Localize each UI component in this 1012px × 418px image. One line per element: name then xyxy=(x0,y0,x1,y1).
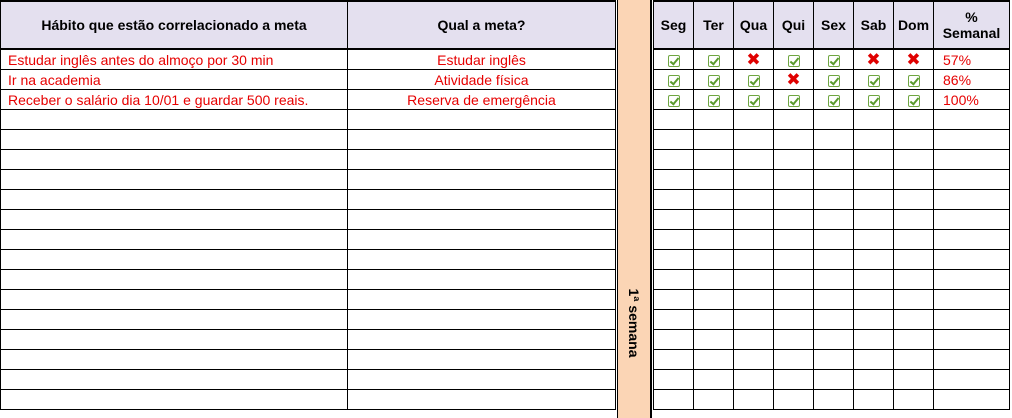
day-cell[interactable] xyxy=(654,170,694,190)
day-cell[interactable] xyxy=(774,350,814,370)
day-cell[interactable] xyxy=(654,250,694,270)
day-cell[interactable] xyxy=(854,210,894,230)
checkbox-checked-icon xyxy=(908,75,920,87)
day-cell[interactable] xyxy=(654,190,694,210)
day-cell[interactable] xyxy=(854,230,894,250)
checkbox-checked-icon xyxy=(748,75,760,87)
tracker-rows xyxy=(654,49,1010,410)
checkbox-checked-icon xyxy=(668,95,680,107)
tracker-row xyxy=(654,390,1010,410)
table-row xyxy=(1,210,616,230)
day-cell[interactable] xyxy=(894,170,934,190)
day-cell[interactable] xyxy=(814,90,854,110)
habit-cell[interactable] xyxy=(1,270,348,290)
day-cell[interactable] xyxy=(814,150,854,170)
habit-cell[interactable] xyxy=(1,330,348,350)
goal-cell[interactable] xyxy=(348,190,616,210)
header-habit[interactable]: Hábito que estão correlacionado a meta xyxy=(1,1,348,49)
day-cell[interactable] xyxy=(814,330,854,350)
percent-cell[interactable] xyxy=(934,270,1010,290)
day-cell[interactable] xyxy=(894,330,934,350)
day-cell[interactable] xyxy=(694,330,734,350)
day-cell[interactable] xyxy=(854,350,894,370)
header-day-4[interactable]: Sex xyxy=(814,1,854,49)
day-cell[interactable] xyxy=(814,230,854,250)
day-cell[interactable] xyxy=(854,70,894,90)
percent-cell[interactable] xyxy=(934,310,1010,330)
goal-cell[interactable] xyxy=(348,250,616,270)
day-cell[interactable] xyxy=(894,390,934,410)
table-row xyxy=(1,270,616,290)
tracker-row xyxy=(654,330,1010,350)
header-day-6[interactable]: Dom xyxy=(894,1,934,49)
day-cell[interactable] xyxy=(654,210,694,230)
tracker-row xyxy=(654,49,1010,70)
day-cell[interactable] xyxy=(894,230,934,250)
day-cell[interactable] xyxy=(814,390,854,410)
day-cell[interactable] xyxy=(734,90,774,110)
day-cell[interactable] xyxy=(734,110,774,130)
day-cell[interactable] xyxy=(734,270,774,290)
day-cell[interactable] xyxy=(774,49,814,70)
table-row xyxy=(1,130,616,150)
day-cell[interactable] xyxy=(654,110,694,130)
percent-cell[interactable] xyxy=(934,350,1010,370)
day-cell[interactable] xyxy=(654,70,694,90)
habit-cell[interactable] xyxy=(1,290,348,310)
checkbox-checked-icon xyxy=(708,55,720,67)
goal-cell[interactable] xyxy=(348,270,616,290)
day-cell[interactable] xyxy=(734,290,774,310)
day-cell[interactable] xyxy=(894,270,934,290)
day-cell[interactable] xyxy=(854,150,894,170)
day-cell[interactable] xyxy=(734,170,774,190)
table-row xyxy=(1,70,616,90)
checkbox-checked-icon xyxy=(828,75,840,87)
day-cell[interactable] xyxy=(774,150,814,170)
header-percent-label: Semanal xyxy=(942,25,1001,41)
day-cell[interactable] xyxy=(814,110,854,130)
day-cell[interactable] xyxy=(694,270,734,290)
table-row xyxy=(1,250,616,270)
day-cell[interactable] xyxy=(814,49,854,70)
table-row xyxy=(1,230,616,250)
percent-cell[interactable] xyxy=(934,150,1010,170)
header-percent[interactable] xyxy=(934,1,1010,49)
goal-cell[interactable] xyxy=(348,310,616,330)
day-cell[interactable] xyxy=(854,330,894,350)
day-cell[interactable] xyxy=(774,90,814,110)
habit-cell[interactable] xyxy=(1,110,348,130)
day-cell[interactable] xyxy=(854,170,894,190)
checkbox-checked-icon xyxy=(868,75,880,87)
day-cell[interactable] xyxy=(814,310,854,330)
red-x-icon: ✖ xyxy=(746,50,761,70)
header-day-1[interactable]: Ter xyxy=(694,1,734,49)
table-row xyxy=(1,190,616,210)
day-cell[interactable] xyxy=(814,350,854,370)
day-cell[interactable] xyxy=(694,70,734,90)
day-cell[interactable] xyxy=(734,210,774,230)
day-cell[interactable] xyxy=(814,290,854,310)
day-cell[interactable] xyxy=(814,270,854,290)
habit-cell[interactable] xyxy=(1,230,348,250)
day-cell[interactable] xyxy=(894,250,934,270)
habit-cell[interactable] xyxy=(1,390,348,410)
checkbox-checked-icon xyxy=(788,55,800,67)
red-x-icon: ✖ xyxy=(866,50,881,70)
day-cell[interactable] xyxy=(654,270,694,290)
day-cell[interactable] xyxy=(694,190,734,210)
table-row xyxy=(1,110,616,130)
habit-cell[interactable]: Receber o salário dia 10/01 e guardar 500 reais. xyxy=(1,90,348,110)
day-cell[interactable] xyxy=(854,390,894,410)
checkbox-checked-icon xyxy=(668,55,680,67)
percent-cell[interactable] xyxy=(934,370,1010,390)
day-cell[interactable] xyxy=(894,350,934,370)
day-cell[interactable] xyxy=(654,310,694,330)
tracker-row xyxy=(654,110,1010,130)
day-cell[interactable] xyxy=(774,210,814,230)
day-cell[interactable] xyxy=(734,190,774,210)
tracker-row xyxy=(654,190,1010,210)
habit-cell[interactable]: Estudar inglês antes do almoço por 30 min xyxy=(1,49,348,70)
goal-cell[interactable] xyxy=(348,230,616,250)
table-row xyxy=(1,150,616,170)
goal-cell[interactable] xyxy=(348,390,616,410)
day-cell[interactable] xyxy=(774,270,814,290)
tracker-row xyxy=(654,270,1010,290)
habit-cell[interactable] xyxy=(1,250,348,270)
goal-cell[interactable] xyxy=(348,170,616,190)
week-band[interactable] xyxy=(617,0,652,418)
checkbox-checked-icon xyxy=(748,95,760,107)
table-row xyxy=(1,310,616,330)
tracker-row xyxy=(654,150,1010,170)
day-cell[interactable] xyxy=(854,110,894,130)
percent-cell[interactable] xyxy=(934,290,1010,310)
day-cell[interactable] xyxy=(694,110,734,130)
goal-cell[interactable] xyxy=(348,370,616,390)
tracker-row xyxy=(654,370,1010,390)
day-cell[interactable] xyxy=(894,150,934,170)
day-cell[interactable] xyxy=(854,370,894,390)
day-cell[interactable] xyxy=(774,190,814,210)
day-cell[interactable] xyxy=(814,210,854,230)
day-cell[interactable] xyxy=(694,90,734,110)
table-row xyxy=(1,170,616,190)
header-percent-symbol: % xyxy=(965,9,978,25)
day-cell[interactable] xyxy=(774,390,814,410)
tracker-row xyxy=(654,210,1010,230)
header-row xyxy=(1,1,616,49)
checkbox-checked-icon xyxy=(668,75,680,87)
red-x-icon: ✖ xyxy=(786,70,801,90)
day-cell[interactable] xyxy=(694,150,734,170)
day-cell[interactable] xyxy=(774,330,814,350)
percent-cell[interactable] xyxy=(934,190,1010,210)
habit-cell[interactable] xyxy=(1,370,348,390)
day-cell[interactable] xyxy=(814,250,854,270)
week-label: 1ª semana xyxy=(626,288,642,358)
day-cell[interactable] xyxy=(854,290,894,310)
header-day-3[interactable]: Qui xyxy=(774,1,814,49)
day-cell[interactable] xyxy=(894,49,934,70)
day-cell[interactable] xyxy=(894,90,934,110)
table-row xyxy=(1,330,616,350)
day-cell[interactable] xyxy=(734,310,774,330)
habit-cell[interactable] xyxy=(1,350,348,370)
day-cell[interactable] xyxy=(694,290,734,310)
goal-cell[interactable] xyxy=(348,330,616,350)
day-cell[interactable] xyxy=(894,290,934,310)
day-cell[interactable] xyxy=(854,250,894,270)
table-row xyxy=(1,350,616,370)
day-cell[interactable] xyxy=(654,350,694,370)
day-cell[interactable] xyxy=(734,230,774,250)
percent-cell[interactable] xyxy=(934,250,1010,270)
table-row xyxy=(1,290,616,310)
goal-cell[interactable]: Atividade física xyxy=(348,70,616,90)
header-day-5[interactable]: Sab xyxy=(854,1,894,49)
day-cell[interactable] xyxy=(774,170,814,190)
day-cell[interactable] xyxy=(814,370,854,390)
day-cell[interactable] xyxy=(894,310,934,330)
table-row xyxy=(1,90,616,110)
habit-rows xyxy=(1,49,616,410)
day-cell[interactable] xyxy=(734,70,774,90)
percent-cell[interactable] xyxy=(934,330,1010,350)
checkbox-checked-icon xyxy=(708,75,720,87)
day-cell[interactable] xyxy=(734,330,774,350)
day-cell[interactable] xyxy=(654,390,694,410)
tracker-row xyxy=(654,90,1010,110)
day-cell[interactable] xyxy=(734,150,774,170)
day-cell[interactable] xyxy=(654,150,694,170)
day-cell[interactable] xyxy=(734,130,774,150)
day-cell[interactable] xyxy=(774,70,814,90)
tracker-table xyxy=(653,0,1010,410)
day-cell[interactable] xyxy=(654,370,694,390)
percent-cell[interactable] xyxy=(934,170,1010,190)
percent-cell[interactable] xyxy=(934,230,1010,250)
day-cell[interactable] xyxy=(814,190,854,210)
day-cell[interactable] xyxy=(694,250,734,270)
day-cell[interactable] xyxy=(654,290,694,310)
percent-cell[interactable] xyxy=(934,130,1010,150)
day-cell[interactable] xyxy=(774,310,814,330)
tracker-row xyxy=(654,310,1010,330)
day-cell[interactable] xyxy=(894,210,934,230)
day-cell[interactable] xyxy=(694,230,734,250)
day-cell[interactable] xyxy=(734,390,774,410)
day-cell[interactable] xyxy=(854,130,894,150)
tracker-row xyxy=(654,290,1010,310)
day-cell[interactable] xyxy=(654,230,694,250)
goal-cell[interactable] xyxy=(348,110,616,130)
day-cell[interactable] xyxy=(774,110,814,130)
tracker-row xyxy=(654,350,1010,370)
checkbox-checked-icon xyxy=(828,55,840,67)
goal-cell[interactable]: Reserva de emergência xyxy=(348,90,616,110)
percent-cell[interactable] xyxy=(934,210,1010,230)
day-cell[interactable] xyxy=(854,310,894,330)
checkbox-checked-icon xyxy=(908,95,920,107)
checkbox-checked-icon xyxy=(788,95,800,107)
day-cell[interactable] xyxy=(694,310,734,330)
goal-cell[interactable]: Estudar inglês xyxy=(348,49,616,70)
day-cell[interactable] xyxy=(694,49,734,70)
goal-cell[interactable] xyxy=(348,150,616,170)
day-cell[interactable] xyxy=(774,370,814,390)
table-row xyxy=(1,49,616,70)
habit-cell[interactable] xyxy=(1,170,348,190)
goal-cell[interactable] xyxy=(348,350,616,370)
habit-cell[interactable] xyxy=(1,130,348,150)
day-cell[interactable] xyxy=(814,170,854,190)
day-cell[interactable] xyxy=(694,370,734,390)
goal-cell[interactable] xyxy=(348,290,616,310)
day-cell[interactable] xyxy=(734,350,774,370)
header-day-2[interactable]: Qua xyxy=(734,1,774,49)
percent-cell[interactable]: 100% xyxy=(934,90,1010,110)
red-x-icon: ✖ xyxy=(906,50,921,70)
day-cell[interactable] xyxy=(694,390,734,410)
habit-cell[interactable] xyxy=(1,190,348,210)
percent-cell[interactable] xyxy=(934,390,1010,410)
day-cell[interactable] xyxy=(694,210,734,230)
day-cell[interactable] xyxy=(694,170,734,190)
checkbox-checked-icon xyxy=(708,95,720,107)
tracker-row xyxy=(654,170,1010,190)
habit-cell[interactable] xyxy=(1,210,348,230)
day-cell[interactable] xyxy=(894,370,934,390)
goal-cell[interactable] xyxy=(348,210,616,230)
habit-cell[interactable]: Ir na academia xyxy=(1,70,348,90)
day-cell[interactable] xyxy=(774,250,814,270)
day-cell[interactable] xyxy=(854,90,894,110)
day-cell[interactable] xyxy=(654,90,694,110)
tracker-row xyxy=(654,70,1010,90)
percent-cell[interactable]: 86% xyxy=(934,70,1010,90)
checkbox-checked-icon xyxy=(828,95,840,107)
checkbox-checked-icon xyxy=(868,95,880,107)
day-cell[interactable] xyxy=(654,130,694,150)
day-cell[interactable] xyxy=(894,110,934,130)
day-cell[interactable] xyxy=(694,130,734,150)
percent-cell[interactable]: 57% xyxy=(934,49,1010,70)
tracker-row xyxy=(654,250,1010,270)
tracker-row xyxy=(654,130,1010,150)
goal-cell[interactable] xyxy=(348,130,616,150)
table-row xyxy=(1,370,616,390)
tracker-header-row xyxy=(654,1,1010,49)
table-row xyxy=(1,390,616,410)
day-cell[interactable] xyxy=(694,350,734,370)
day-cell[interactable] xyxy=(734,250,774,270)
habit-cell[interactable] xyxy=(1,150,348,170)
day-cell[interactable] xyxy=(774,230,814,250)
habit-cell[interactable] xyxy=(1,310,348,330)
day-cell[interactable] xyxy=(774,130,814,150)
header-goal[interactable]: Qual a meta? xyxy=(348,1,616,49)
day-cell[interactable] xyxy=(894,70,934,90)
day-cell[interactable] xyxy=(814,70,854,90)
percent-cell[interactable] xyxy=(934,110,1010,130)
day-cell[interactable] xyxy=(814,130,854,150)
day-cell[interactable] xyxy=(854,270,894,290)
header-day-0[interactable]: Seg xyxy=(654,1,694,49)
day-cell[interactable] xyxy=(654,330,694,350)
day-cell[interactable] xyxy=(894,190,934,210)
day-cell[interactable] xyxy=(654,49,694,70)
day-cell[interactable] xyxy=(774,290,814,310)
day-cell[interactable] xyxy=(854,190,894,210)
day-cell[interactable] xyxy=(894,130,934,150)
day-cell[interactable] xyxy=(734,49,774,70)
day-cell[interactable] xyxy=(734,370,774,390)
day-cell[interactable] xyxy=(854,49,894,70)
tracker-row xyxy=(654,230,1010,250)
